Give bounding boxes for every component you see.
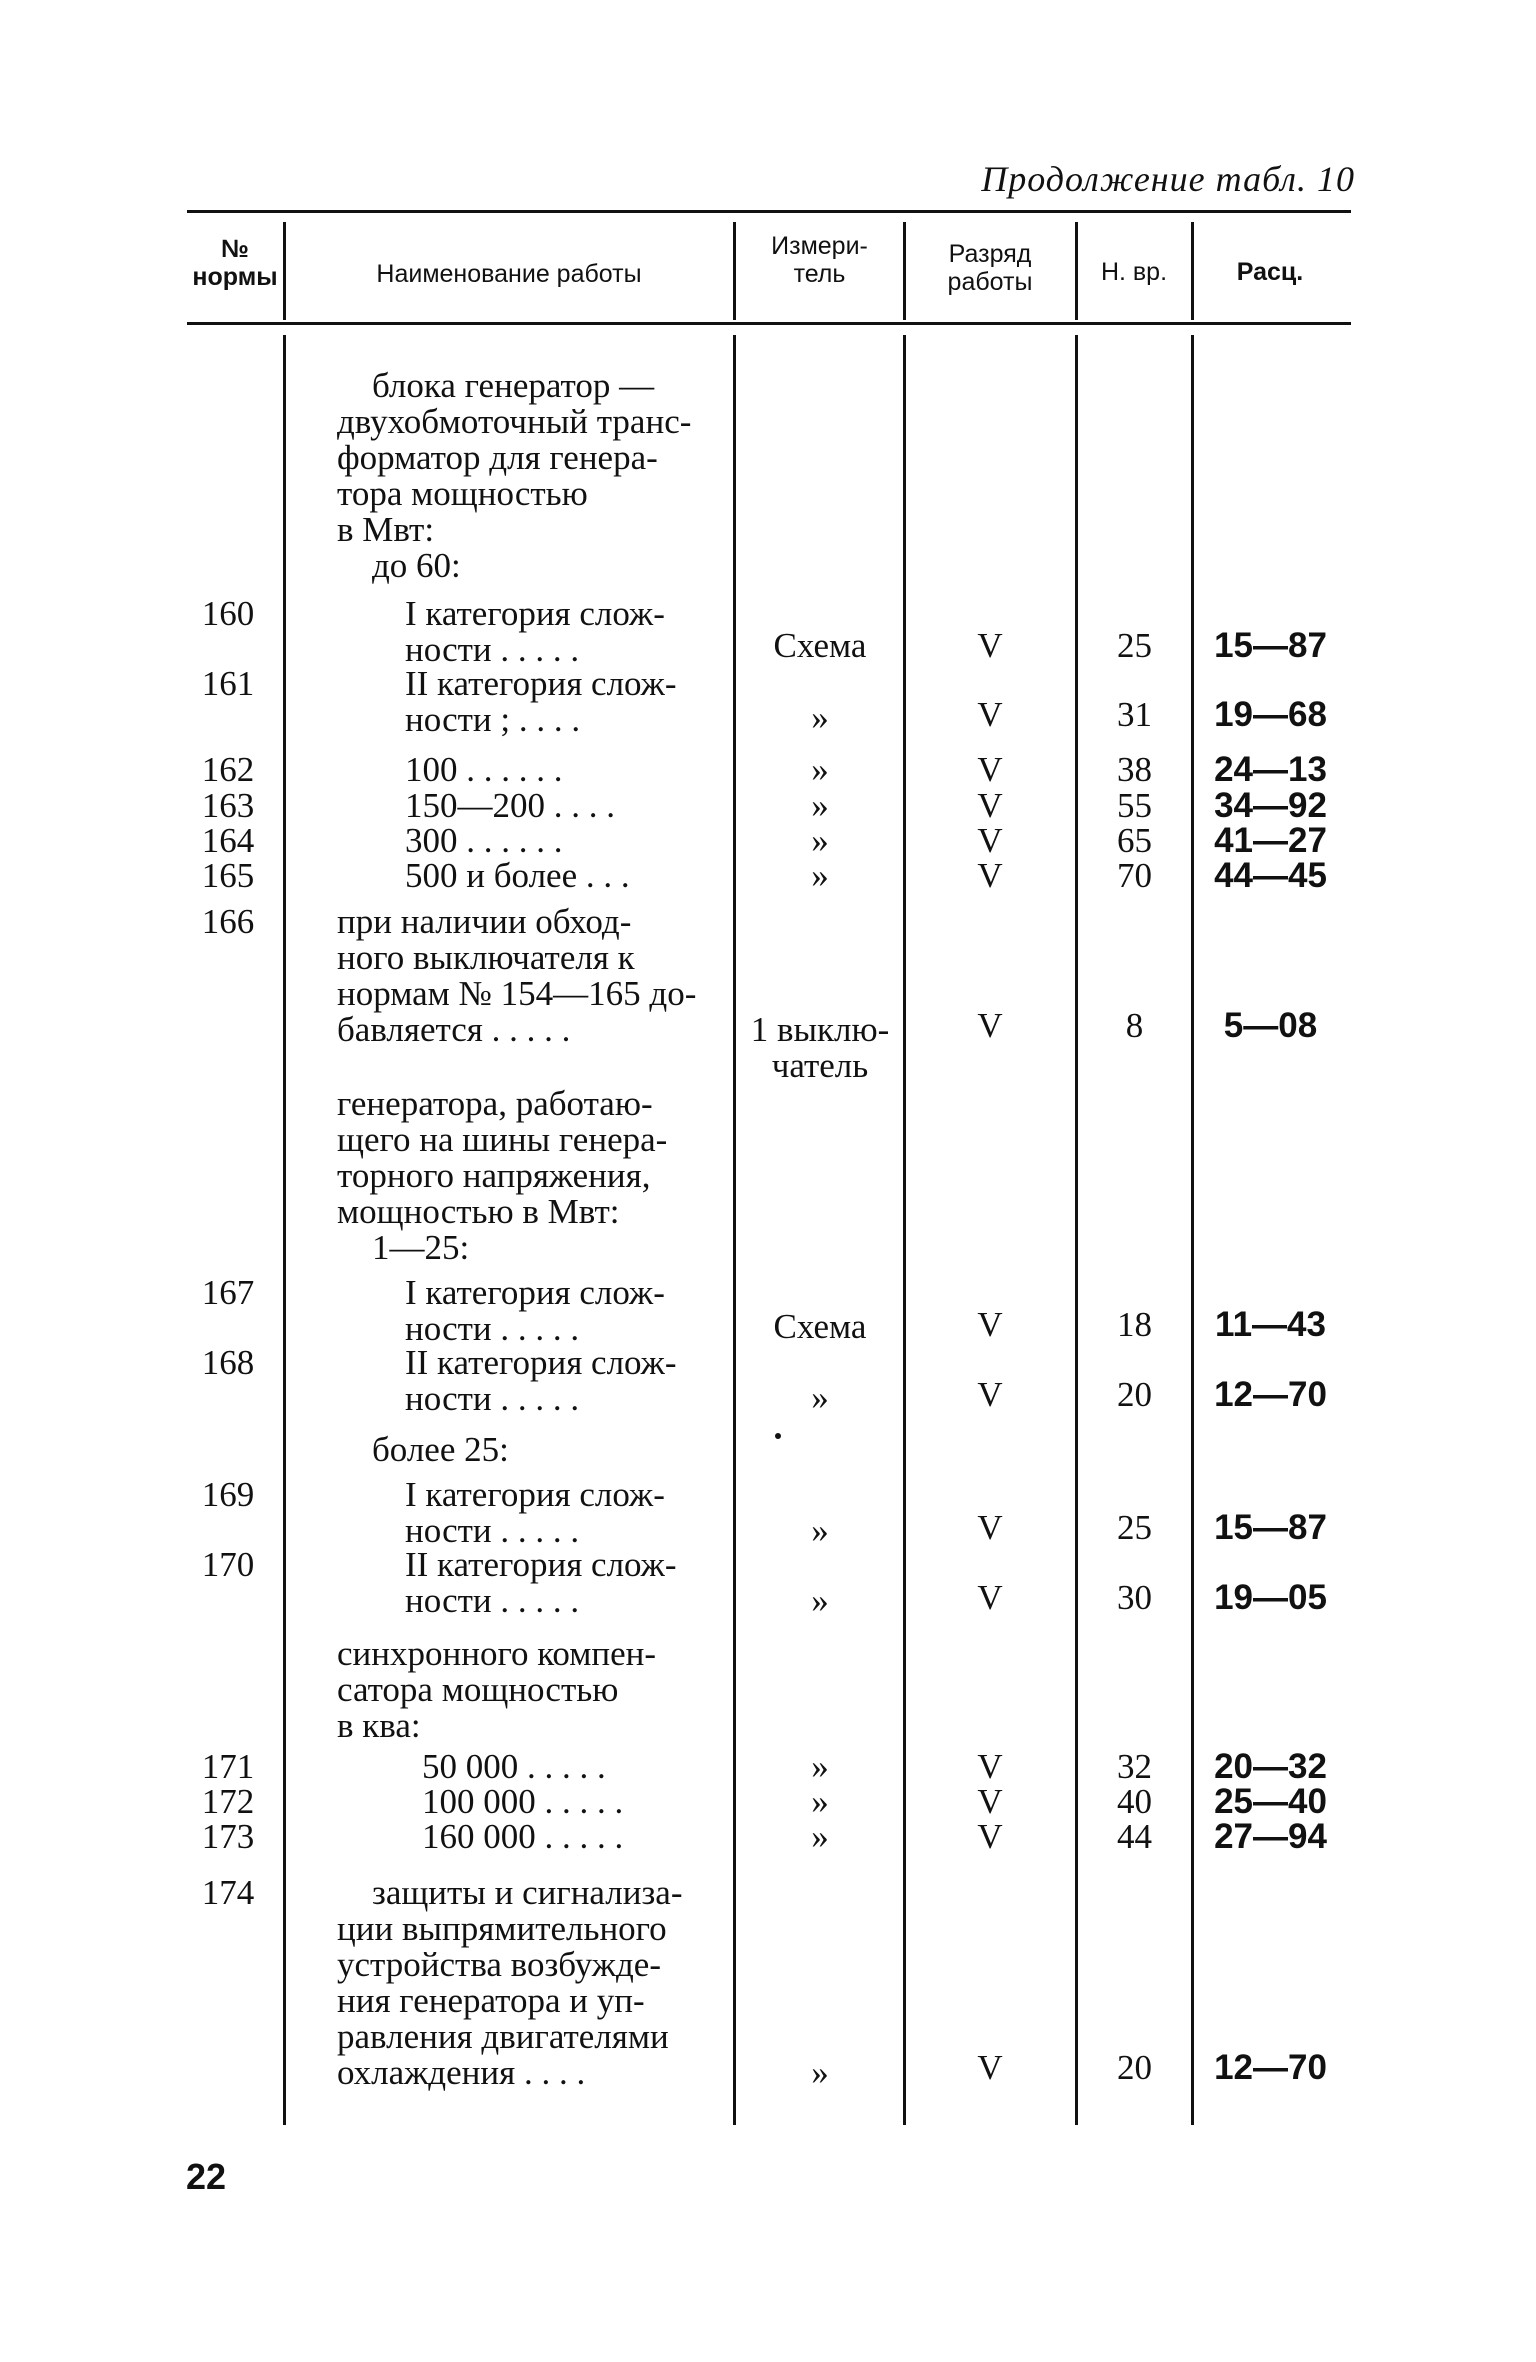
grade: V [977, 1782, 1003, 1821]
header-rate: Расц. [1236, 258, 1304, 286]
rate: 44—45 [1214, 856, 1327, 895]
work-name: ности . . . . . [405, 1379, 580, 1418]
work-name: II категория слож- [405, 664, 677, 703]
header-divider [733, 222, 736, 320]
row-number: 169 [201, 1475, 255, 1514]
grade: V [977, 821, 1003, 860]
header-grade-line2: работы [947, 268, 1033, 296]
norm-time: 70 [1117, 856, 1152, 895]
norm-time: 25 [1117, 1508, 1152, 1547]
norm-time: 20 [1117, 2048, 1152, 2087]
section-line: генератора, работаю- [337, 1084, 653, 1123]
section-line: сатора мощностью [337, 1670, 619, 1709]
header-bottom-rule [187, 322, 1351, 325]
measure: » [811, 750, 829, 789]
work-name: бавляется . . . . . [337, 1010, 571, 1049]
work-name: ности . . . . . [405, 1581, 580, 1620]
header-measure [737, 232, 902, 288]
row-number: 163 [201, 786, 255, 825]
column-divider [283, 335, 286, 2125]
row-number: 173 [201, 1817, 255, 1856]
rate: 15—87 [1214, 1508, 1327, 1547]
row-number: 164 [201, 821, 255, 860]
work-name: I категория слож- [405, 1475, 665, 1514]
section-line: торного напряжения, [337, 1156, 651, 1195]
work-name: 50 000 . . . . . [422, 1747, 606, 1786]
row-number: 165 [201, 856, 255, 895]
work-name: ности . . . . . [405, 1309, 580, 1348]
grade: V [977, 1006, 1003, 1045]
intro-line: блока генератор — [372, 366, 655, 405]
rate: 20—32 [1214, 1747, 1327, 1786]
grade: V [977, 1747, 1003, 1786]
grade: V [977, 1375, 1003, 1414]
rate: 19—05 [1214, 1578, 1327, 1617]
work-name: 100 . . . . . . [405, 750, 563, 789]
row-number: 167 [201, 1273, 255, 1312]
header-number-label: нормы [192, 263, 278, 291]
grade: V [977, 856, 1003, 895]
norm-time: 18 [1117, 1305, 1152, 1344]
norm-time: 55 [1117, 786, 1152, 825]
intro-line: до 60: [372, 546, 461, 585]
norm-time: 38 [1117, 750, 1152, 789]
norm-time: 32 [1117, 1747, 1152, 1786]
work-name: ного выключателя к [337, 938, 635, 977]
header-grade [907, 240, 1073, 296]
work-name: устройства возбужде- [337, 1945, 661, 1984]
measure: чатель [771, 1046, 869, 1085]
norm-time: 25 [1117, 626, 1152, 665]
measure: 1 выклю- [750, 1010, 890, 1049]
column-divider [733, 335, 736, 2125]
row-number: 166 [201, 902, 255, 941]
section-line: синхронного компен- [337, 1634, 657, 1673]
table-top-rule [187, 210, 1351, 213]
norm-time: 20 [1117, 1375, 1152, 1414]
work-name: I категория слож- [405, 1273, 665, 1312]
work-name: при наличии обход- [337, 902, 632, 941]
page-number: 22 [186, 2156, 227, 2197]
norm-time: 31 [1117, 695, 1152, 734]
section-line: мощностью в Мвт: [337, 1192, 620, 1231]
header-work-name: Наименование работы [376, 260, 642, 288]
header-measure-line2: тель [793, 260, 846, 288]
intro-line: форматор для генера- [337, 438, 658, 477]
section-line: 1—25: [372, 1228, 470, 1267]
grade: V [977, 1508, 1003, 1547]
rate: 25—40 [1214, 1782, 1327, 1821]
work-name: 500 и более . . . [405, 856, 630, 895]
work-name: равления двигателями [337, 2017, 669, 2056]
intro-line: двухобмоточный транс- [337, 402, 692, 441]
work-name: II категория слож- [405, 1545, 677, 1584]
header-divider [283, 222, 286, 320]
header-measure-line1: Измери- [771, 232, 868, 260]
measure: » [811, 1511, 829, 1550]
work-name: II категория слож- [405, 1343, 677, 1382]
work-name: охлаждения . . . . [337, 2053, 586, 2092]
row-number: 162 [201, 750, 255, 789]
grade: V [977, 695, 1003, 734]
measure: » [811, 1581, 829, 1620]
grade: V [977, 786, 1003, 825]
work-name: ности . . . . . [405, 1511, 580, 1550]
work-name: ности . . . . . [405, 630, 580, 669]
measure: » [811, 698, 829, 737]
grade: V [977, 1817, 1003, 1856]
grade: V [977, 1305, 1003, 1344]
rate: 15—87 [1214, 626, 1327, 665]
header-grade-line1: Разряд [948, 240, 1032, 268]
work-name: ния генератора и уп- [337, 1981, 645, 2020]
grade: V [977, 1578, 1003, 1617]
page-caption: Продолжение табл. 10 [981, 159, 1355, 199]
measure: » [811, 2053, 829, 2092]
work-name: I категория слож- [405, 594, 665, 633]
measure: » [811, 786, 829, 825]
header-number-symbol: № [221, 235, 249, 263]
header-norm-time: Н. вр. [1100, 258, 1168, 286]
measure: » [811, 1817, 829, 1856]
column-divider [1075, 335, 1078, 2125]
work-name: 160 000 . . . . . [422, 1817, 624, 1856]
measure: » [811, 821, 829, 860]
measure: » [811, 1782, 829, 1821]
rate: 19—68 [1214, 695, 1327, 734]
intro-line: тора мощностью [337, 474, 588, 513]
rate: 12—70 [1214, 1375, 1327, 1414]
row-number: 174 [201, 1873, 255, 1912]
work-name: защиты и сигнализа- [372, 1873, 683, 1912]
norm-time: 40 [1117, 1782, 1152, 1821]
norm-time: 65 [1117, 821, 1152, 860]
header-divider [903, 222, 906, 320]
column-divider [903, 335, 906, 2125]
rate: 11—43 [1215, 1305, 1326, 1344]
row-number: 168 [201, 1343, 255, 1382]
measure: Схема [773, 626, 867, 665]
work-name: 300 . . . . . . [405, 821, 563, 860]
row-number: 170 [201, 1545, 255, 1584]
grade: V [977, 2048, 1003, 2087]
work-name: 100 000 . . . . . [422, 1782, 624, 1821]
measure: » [811, 1747, 829, 1786]
row-number: 161 [201, 664, 255, 703]
rate: 5—08 [1223, 1006, 1318, 1045]
section-line: более 25: [372, 1430, 509, 1469]
header-divider [1075, 222, 1078, 320]
row-number: 160 [201, 594, 255, 633]
work-name: ции выпрямительного [337, 1909, 667, 1948]
grade: V [977, 626, 1003, 665]
column-divider [1191, 335, 1194, 2125]
measure: » [811, 1378, 829, 1417]
norm-time: 44 [1117, 1817, 1152, 1856]
work-name: ности ; . . . . [405, 700, 581, 739]
header-number [190, 235, 280, 291]
grade: V [977, 750, 1003, 789]
intro-line: в Мвт: [337, 510, 435, 549]
section-line: щего на шины генера- [337, 1120, 668, 1159]
norm-time: 30 [1117, 1578, 1152, 1617]
rate: 12—70 [1214, 2048, 1327, 2087]
rate: 27—94 [1214, 1817, 1327, 1856]
print-speck [775, 1433, 781, 1439]
norm-time: 8 [1125, 1006, 1144, 1045]
measure: » [811, 856, 829, 895]
row-number: 171 [201, 1747, 255, 1786]
rate: 24—13 [1214, 750, 1327, 789]
measure: Схема [773, 1307, 867, 1346]
work-name: 150—200 . . . . [405, 786, 615, 825]
row-number: 172 [201, 1782, 255, 1821]
header-divider [1191, 222, 1194, 320]
rate: 41—27 [1214, 821, 1327, 860]
section-line: в ква: [337, 1706, 421, 1745]
rate: 34—92 [1214, 786, 1327, 825]
work-name: нормам № 154—165 до- [337, 974, 697, 1013]
